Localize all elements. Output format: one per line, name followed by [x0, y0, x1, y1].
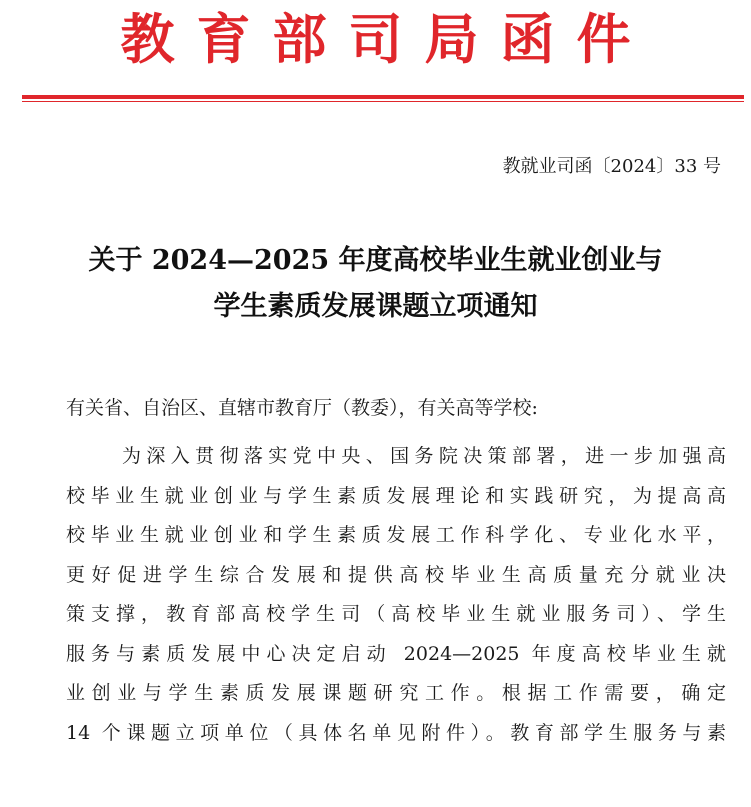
body-line: 为深入贯彻落实党中央、国务院决策部署，进一步加强高	[122, 445, 726, 467]
document-title	[0, 238, 751, 330]
letterhead	[0, 0, 751, 80]
body-paragraph	[66, 437, 726, 753]
document-title-line: 学生素质发展课题立项通知	[213, 291, 538, 322]
salutation: 有关省、自治区、直辖市教育厅（教委），有关高等学校:	[66, 397, 538, 419]
letterhead-title: 教育部司局函件	[120, 7, 653, 71]
letterhead-rule-thick	[22, 95, 744, 99]
letterhead-rule-thin	[22, 101, 744, 102]
body-line: 策支撑，教育部高校学生司（高校毕业生就业服务司）、学生	[66, 603, 726, 625]
body-line: 业创业与学生素质发展课题研究工作。根据工作需要，确定	[66, 682, 726, 704]
body-line: 校毕业生就业创业与学生素质发展理论和实践研究，为提高高	[66, 484, 726, 507]
body-line: 服务与素质发展中心决定启动 2024—2025 年度高校毕业生就	[66, 642, 726, 665]
document-number: 教就业司函〔2024〕33 号	[502, 156, 721, 177]
body-line: 校毕业生就业创业和学生素质发展工作科学化、专业化水平，	[66, 524, 726, 546]
document-title-line: 关于 2024—2025 年度高校毕业生就业创业与	[88, 245, 663, 276]
body-line: 14 个课题立项单位（具体名单见附件）。教育部学生服务与素	[66, 721, 726, 744]
body-line: 更好促进学生综合发展和提供高校毕业生高质量充分就业决	[66, 563, 726, 586]
